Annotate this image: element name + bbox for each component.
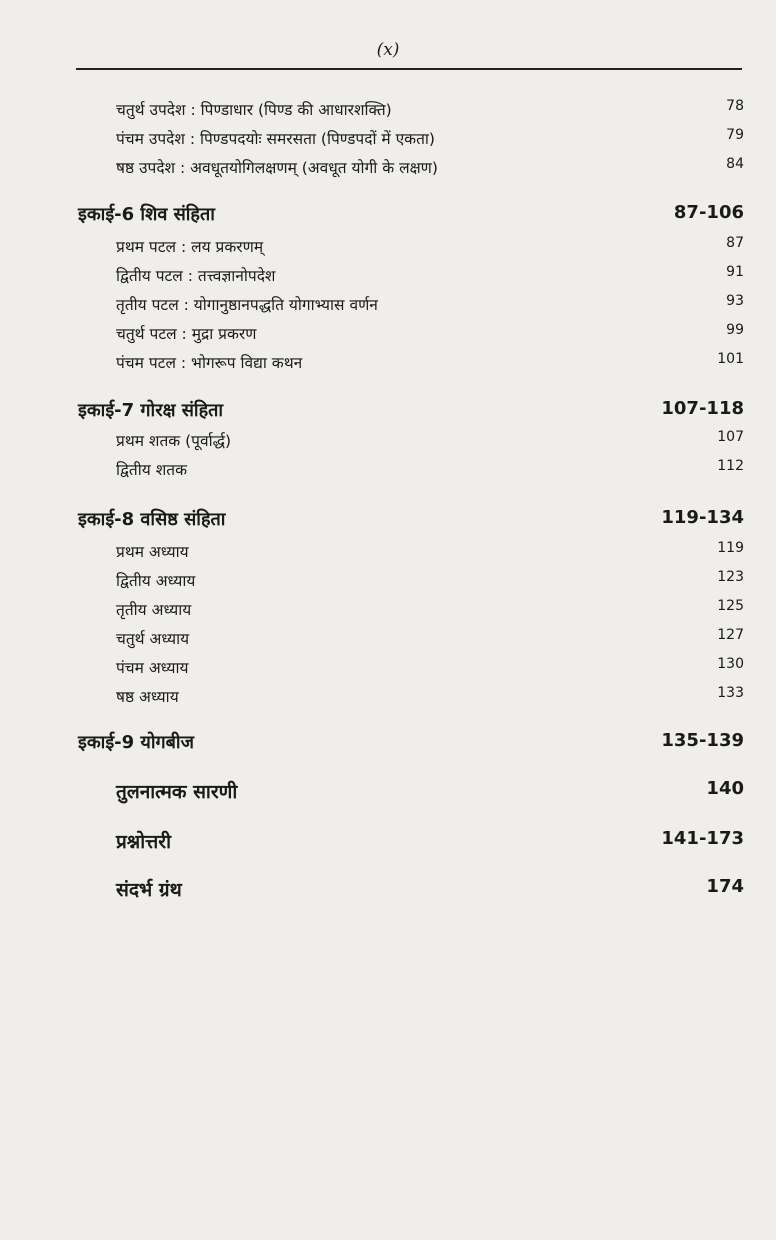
entry-title: चतुर्थ पटल : मुद्रा प्रकरण [116,325,257,343]
unit-page-range: 135-139 [661,730,744,751]
unit-page-range: 87-106 [673,202,744,223]
entry-page: 133 [717,685,744,701]
entry-title: द्वितीय अध्याय [116,572,196,590]
entry-page: 84 [726,156,744,172]
entry-title: षष्ठ अध्याय [116,688,179,706]
entry-title: षष्ठ उपदेश : अवधूतयोगिलक्षणम् (अवधूत योगी के लक्षण) [116,159,438,177]
header-rule [76,68,742,70]
section-title: संदर्भ ग्रंथ [116,879,182,901]
entry-page: 107 [717,429,744,445]
entry-title: पंचम उपदेश : पिण्डपदयोः समरसता (पिण्डपदों में एकता) [116,130,435,148]
toc-entry [0,351,776,381]
section-heading [0,828,776,858]
page-number: (x) [376,40,400,60]
unit-page-range: 119-134 [661,507,744,528]
unit-heading [0,202,776,232]
entry-page: 79 [726,127,744,143]
unit-title: इकाई-9 योगबीज [78,732,194,753]
toc-entry [0,627,776,657]
section-heading [0,778,776,808]
toc-entry [0,598,776,628]
unit-page-range: 107-118 [661,398,744,419]
entry-title: तृतीय पटल : योगानुष्ठानपद्धति योगाभ्यास वर्णन [116,296,378,314]
unit-title: इकाई-8 वसिष्ठ संहिता [78,509,226,530]
section-page: 174 [706,876,744,897]
entry-page: 119 [717,540,744,556]
entry-page: 112 [717,458,744,474]
unit-heading [0,507,776,537]
unit-title: इकाई-6 शिव संहिता [78,204,215,225]
toc-entry [0,458,776,488]
entry-page: 123 [717,569,744,585]
section-title: तुलनात्मक सारणी [116,781,238,803]
entry-page: 91 [726,264,744,280]
entry-page: 93 [726,293,744,309]
section-page: 140 [706,778,744,799]
toc-entry [0,429,776,459]
entry-page: 130 [717,656,744,672]
toc-entry [0,540,776,570]
section-page: 141-173 [661,828,744,849]
entry-title: चतुर्थ अध्याय [116,630,190,648]
entry-page: 127 [717,627,744,643]
entry-title: पंचम पटल : भोगरूप विद्या कथन [116,354,303,372]
unit-heading [0,730,776,760]
entry-page: 87 [726,235,744,251]
toc-entry [0,235,776,265]
toc-entry [0,156,776,186]
toc-entry [0,656,776,686]
entry-title: प्रथम शतक (पूर्वार्द्ध) [116,432,232,450]
toc-entry [0,264,776,294]
entry-page: 125 [717,598,744,614]
entry-title: द्वितीय शतक [116,461,187,479]
toc-entry [0,98,776,128]
toc-entry [0,685,776,715]
toc-entry [0,569,776,599]
toc-entry [0,322,776,352]
entry-page: 78 [726,98,744,114]
unit-heading [0,398,776,428]
entry-title: तृतीय अध्याय [116,601,192,619]
entry-title: पंचम अध्याय [116,659,189,677]
entry-page: 101 [717,351,744,367]
entry-title: द्वितीय पटल : तत्त्वज्ञानोपदेश [116,267,276,285]
toc-entry [0,293,776,323]
entry-title: प्रथम अध्याय [116,543,189,561]
toc-entry [0,127,776,157]
section-title: प्रश्नोत्तरी [116,831,171,853]
entry-title: चतुर्थ उपदेश : पिण्डाधार (पिण्ड की आधारशक्ति) [116,101,392,119]
entry-title: प्रथम पटल : लय प्रकरणम् [116,238,264,256]
unit-title: इकाई-7 गोरक्ष संहिता [78,400,224,421]
section-heading [0,876,776,906]
entry-page: 99 [726,322,744,338]
